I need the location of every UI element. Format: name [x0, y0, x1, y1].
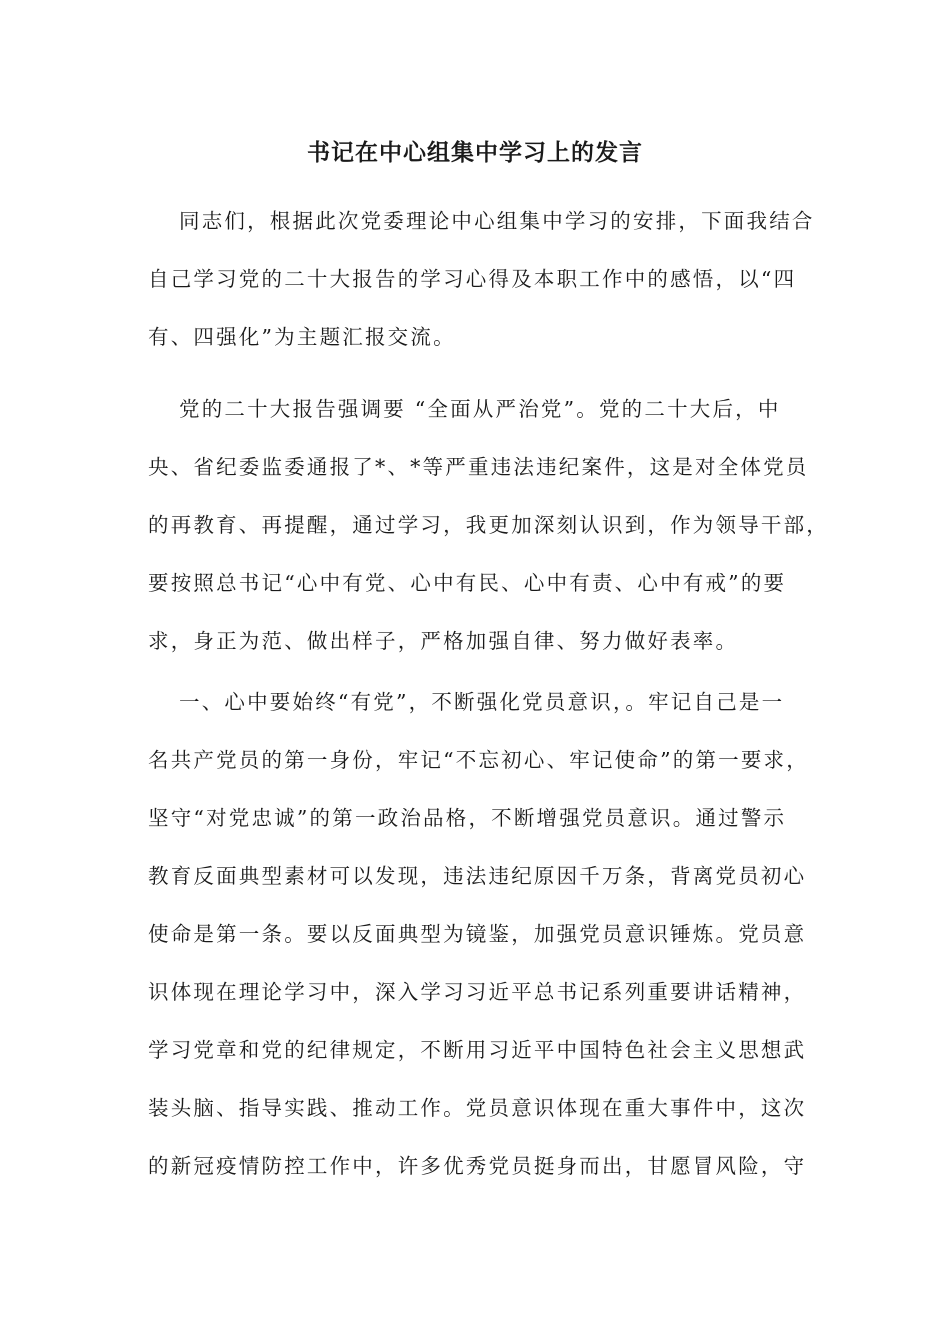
paragraph-line: 教育反面典型素材可以发现，违法违纪原因千万条，背离党员初心 [148, 864, 807, 888]
paragraph-line: 的新冠疫情防控工作中，许多优秀党员挺身而出，甘愿冒风险，守 [148, 1154, 807, 1178]
document-title: 书记在中心组集中学习上的发言 [307, 140, 643, 166]
paragraph-2 [148, 380, 829, 670]
paragraph-3 [148, 673, 808, 1195]
paragraph-line: 的再教育、再提醒，通过学习，我更加深刻认识到，作为领导干部， [148, 513, 829, 537]
paragraph-line: 装头脑、指导实践、推动工作。党员意识体现在重大事件中，这次 [148, 1096, 807, 1120]
paragraph-line: 一、心中要始终“有党”，不断强化党员意识，。牢记自己是一 [179, 690, 785, 714]
paragraph-line: 坚守“对党忠诚”的第一政治品格，不断增强党员意识。通过警示 [148, 806, 787, 830]
paragraph-line: 名共产党员的第一身份，牢记“不忘初心、牢记使命”的第一要求， [148, 748, 809, 772]
paragraph-line: 要按照总书记“心中有党、心中有民、心中有责、心中有戒”的要 [148, 571, 787, 595]
paragraph-line: 识体现在理论学习中，深入学习习近平总书记系列重要讲话精神， [148, 980, 807, 1004]
paragraph-line: 有、四强化”为主题汇报交流。 [148, 325, 456, 349]
paragraph-line: 央、省纪委监委通报了*、*等严重违法违纪案件，这是对全体党员 [148, 455, 809, 479]
paragraph-line: 学习党章和党的纪律规定，不断用习近平中国特色社会主义思想武 [148, 1038, 807, 1062]
paragraph-line: 党的二十大报告强调要 “全面从严治党”。党的二十大后，中 [179, 397, 781, 421]
paragraph-line: 自己学习党的二十大报告的学习心得及本职工作中的感悟，以“四 [148, 267, 797, 291]
paragraph-line: 求，身正为范、做出样子，严格加强自律、努力做好表率。 [148, 629, 739, 653]
paragraph-1 [148, 192, 815, 366]
paragraph-line: 同志们，根据此次党委理论中心组集中学习的安排，下面我结合 [179, 209, 815, 233]
paragraph-line: 使命是第一条。要以反面典型为镜鉴，加强党员意识锤炼。党员意 [148, 922, 807, 946]
